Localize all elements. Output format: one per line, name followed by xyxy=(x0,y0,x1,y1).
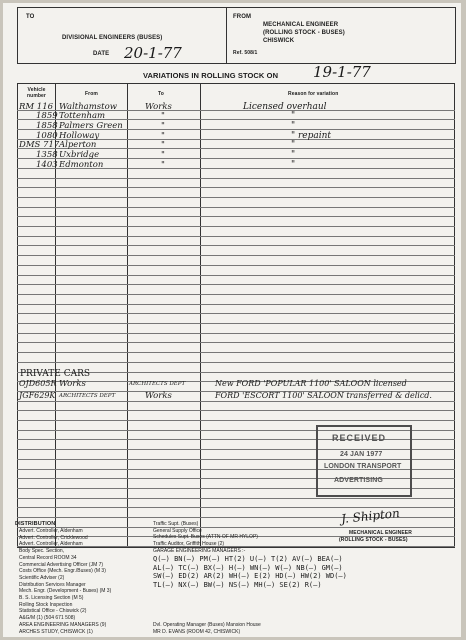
from-box xyxy=(225,7,456,64)
reason: Licensed overhaul xyxy=(243,101,327,112)
distribution-line: Costs Office (Mech. Engr./Buses) (M 3) xyxy=(19,568,106,575)
from-location: Edmonton xyxy=(59,159,104,170)
distribution-line: A&G/M (1) (504 671 508) xyxy=(19,615,76,622)
reason: " repaint xyxy=(291,130,332,141)
vehicle-number: 1859 xyxy=(36,111,58,122)
to-location: " xyxy=(161,130,165,141)
reference: Ref. 508/1 xyxy=(233,50,258,56)
garage-line: Q(—) BN(—) PM(—) HT(2) U(—) T(2) AV(—) BEA(—) xyxy=(153,555,343,563)
distribution-line: Statistical Office - Chiswick (2) xyxy=(19,608,87,615)
distribution-line: MR D. EVANS (ROOM 42, CHISWICK) xyxy=(153,628,241,635)
private-reason: New FORD 'POPULAR 1100' SALOON licensed xyxy=(215,379,407,388)
from-location: Uxbridge xyxy=(59,150,100,160)
to-location: " xyxy=(161,159,165,170)
distribution-line: Body Spec. Section, xyxy=(19,548,65,555)
from-line1: MECHANICAL ENGINEER xyxy=(263,22,339,28)
distribution-left xyxy=(19,528,111,635)
signature-subtitle: (ROLLING STOCK - BUSES) xyxy=(339,537,408,543)
private-vehicle-number: OJD605R xyxy=(19,379,57,388)
distribution-line: General Supply Office xyxy=(153,527,202,534)
distribution-line: Traffic Supt. (Buses) xyxy=(153,521,199,527)
distribution-line: Commercial Advertising Officer (JM 7) xyxy=(19,561,104,568)
header-reason: Reason for variation xyxy=(288,91,339,97)
to-location: Works xyxy=(145,101,172,112)
to-value: DIVISIONAL ENGINEERS (BUSES) xyxy=(62,35,163,41)
reason: " xyxy=(291,111,296,122)
from-location: Walthamstow xyxy=(59,101,117,112)
stamp-department: ADVERTISING xyxy=(334,477,383,484)
private-reason: FORD 'ESCORT 1100' SALOON transferred & delicd. xyxy=(215,391,432,400)
to-box xyxy=(17,7,227,64)
distribution-line: Mech. Engr. (Development - Buses) (M 3) xyxy=(19,588,112,595)
signature-title: MECHANICAL ENGINEER xyxy=(349,530,412,536)
distribution-line: Advert. Controller, Cricklewood xyxy=(19,534,88,541)
to-location: " xyxy=(161,150,165,160)
garage-line: TL(—) NX(—) BW(—) NS(—) MH(—) SE(2) R(—) xyxy=(153,580,322,589)
from-location: Tottenham xyxy=(59,111,106,122)
vehicle-number: 1080 xyxy=(36,130,58,141)
title-date: 19-1-77 xyxy=(313,63,371,81)
distribution-line: ARCHES STUDY, CHISWICK (1) xyxy=(19,628,93,635)
reason: " xyxy=(291,120,296,131)
distribution-line: B. S. Licensing Section (M 5) xyxy=(19,595,84,602)
private-from: ARCHITECTS DEPT xyxy=(59,393,116,399)
reason: " xyxy=(291,159,296,170)
header-to: To xyxy=(158,91,164,97)
distribution-line: Advert. Controller, Aldenham xyxy=(19,541,83,548)
distribution-right xyxy=(153,521,258,555)
distribution-line: Central Record ROOM 34 xyxy=(19,554,77,561)
from-location: Palmers Green xyxy=(59,120,123,131)
from-line3: CHISWICK xyxy=(263,38,295,44)
stamp-received: RECEIVED xyxy=(332,433,387,443)
private-to: ARCHITECTS DEPT xyxy=(129,381,186,387)
to-location: " xyxy=(161,140,165,151)
distribution-line: AREA ENGINEERING MANAGERS (9) xyxy=(19,621,107,628)
vehicle-number: RM 116 xyxy=(19,101,54,112)
private-cars-label: PRIVATE CARS xyxy=(20,369,91,379)
from-line2: (ROLLING STOCK - BUSES) xyxy=(263,30,345,36)
variation-form xyxy=(3,3,461,637)
vehicle-number: DMS 717 xyxy=(19,140,60,151)
distribution-line: Traffic Auditor, Griffith House (2) xyxy=(153,541,225,548)
date-label: DATE xyxy=(93,51,110,57)
distribution-line: Schedules Supt. Buses (ATTN OF MR HYLOP) xyxy=(153,534,258,541)
garage-line: AL(—) TC(—) BX(—) H(—) WN(—) W(—) NB(—) GM(—) xyxy=(153,563,343,572)
received-stamp xyxy=(316,425,412,497)
to-location: " xyxy=(161,120,165,131)
private-vehicle-number: JGF629K xyxy=(19,391,56,400)
private-to: Works xyxy=(145,391,172,401)
from-location: Holloway xyxy=(59,130,100,141)
vehicle-number: 1358 xyxy=(36,150,58,160)
garage-manager-list xyxy=(153,555,347,589)
date-value: 20-1-77 xyxy=(124,44,182,62)
from-label: FROM xyxy=(233,14,252,20)
private-from: Works xyxy=(59,379,86,389)
header-from: From xyxy=(85,91,98,97)
to-location: " xyxy=(161,111,165,122)
distribution-line: Rolling Stock Inspection xyxy=(19,601,73,608)
reason: " xyxy=(291,150,296,160)
distribution-line: Advert. Controller, Aldenham xyxy=(19,528,83,534)
distribution-bottom xyxy=(153,622,261,635)
header-vehicle: Vehicle number xyxy=(27,87,46,99)
vehicle-number: 1403 xyxy=(36,159,58,170)
distribution-line: Scientific Adviser (2) xyxy=(19,574,65,581)
signature: J. Shipton xyxy=(340,505,401,527)
distribution-line: Distribution Services Manager xyxy=(19,581,86,588)
garage-line: SW(—) ED(2) AR(2) WH(—) E(2) HD(—) HW(2) WD(—) xyxy=(153,572,347,580)
vehicle-number: 1858 xyxy=(36,120,58,131)
form-title: VARIATIONS IN ROLLING STOCK ON xyxy=(143,71,279,80)
stamp-date: 24 JAN 1977 xyxy=(340,451,383,458)
distribution-line: Dvl. Operating Manager (Buses) Mansion House xyxy=(153,622,261,628)
distribution-line: GARAGE ENGINEERING MANAGERS :- xyxy=(153,547,246,554)
stamp-organisation: LONDON TRANSPORT xyxy=(324,463,402,470)
to-label: TO xyxy=(26,14,35,20)
distribution-heading: DISTRIBUTION xyxy=(15,521,56,527)
reason: " xyxy=(291,140,296,151)
from-location: Alperton xyxy=(59,140,97,151)
